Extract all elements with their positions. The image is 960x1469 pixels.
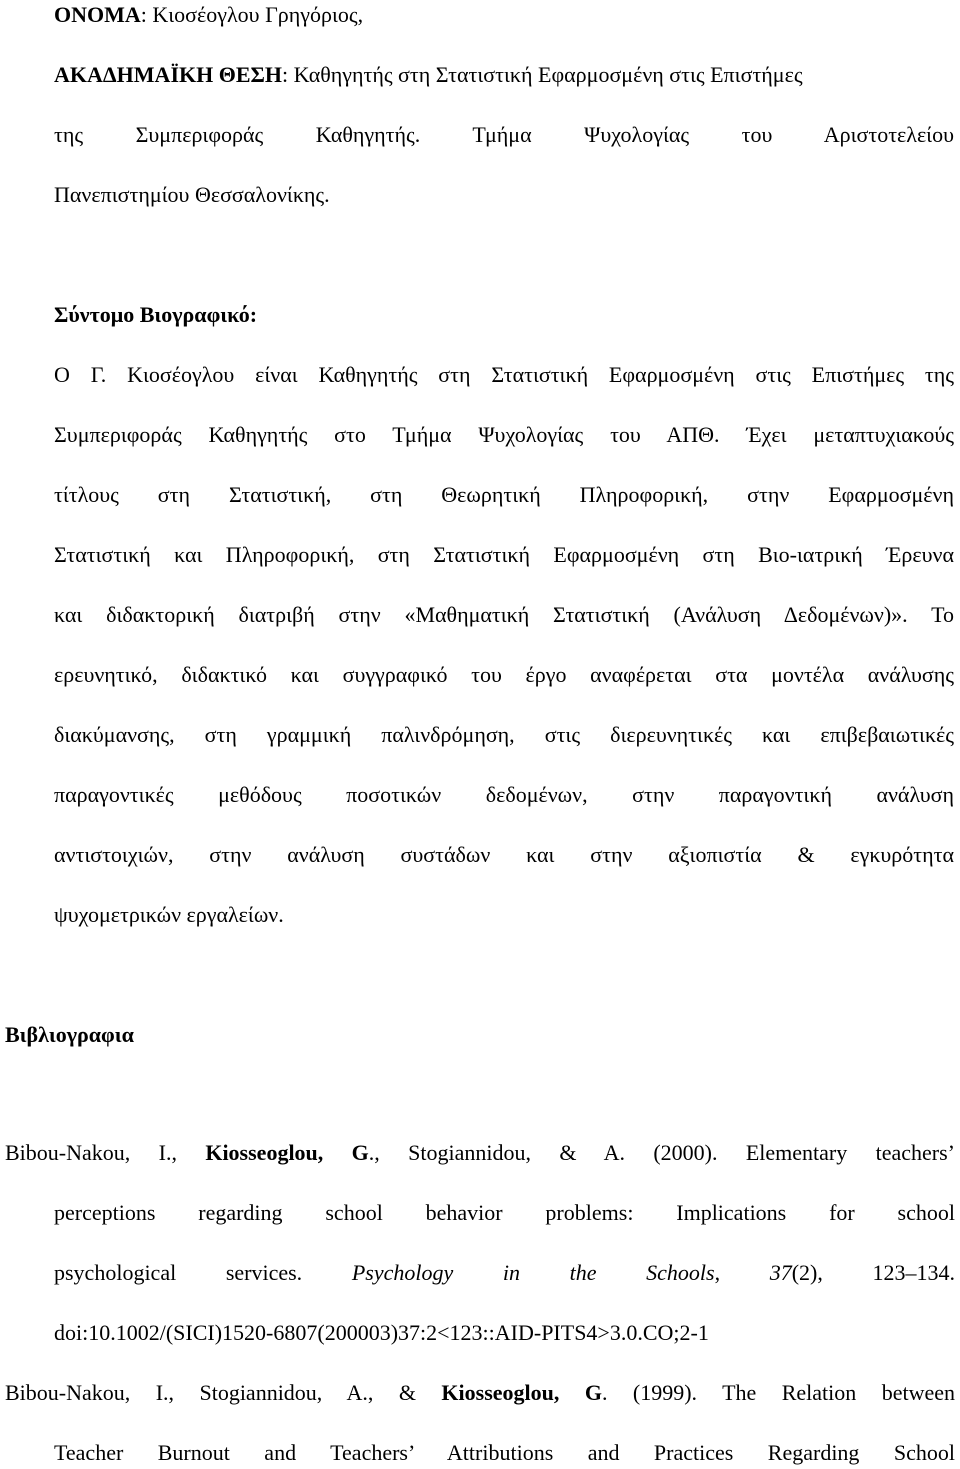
position-line-3: Πανεπιστημίου Θεσσαλονίκης. (54, 182, 330, 207)
ref-volume: 37 (769, 1260, 792, 1285)
position-line-2: της Συμπεριφοράς Καθηγητής. Τμήμα Ψυχολογίας του Αριστοτελείου (54, 122, 954, 147)
bio-heading: Σύντομο Βιογραφικό: (54, 302, 258, 327)
bio-line: Ο Γ. Κιοσέογλου είναι Καθηγητής στη Στατιστική Εφαρμοσμένη στις Επιστήμες της (54, 362, 954, 387)
ref-authors: Bibou-Nakou, I., Stogiannidou, A., & (5, 1380, 442, 1405)
bibliography-heading: Βιβλιογραφια (5, 1022, 134, 1047)
ref-authors-rest: . (1999). The Relation between (601, 1380, 955, 1405)
position-value: : Καθηγητής στη Στατιστική Εφαρμοσμένη στις Επιστήμες (282, 62, 803, 87)
ref-authors: Bibou-Nakou, I., (5, 1140, 206, 1165)
bio-line: τίτλους στη Στατιστική, στη Θεωρητική Πληροφορική, στην Εφαρμοσμένη (54, 482, 954, 507)
bio-line: ερευνητικό, διδακτικό και συγγραφικό του έργο αναφέρεται στα μοντέλα ανάλυσης (54, 662, 954, 687)
reference-1-line-2: perceptions regarding school behavior problems: Implications for school (54, 1200, 955, 1225)
ref-authors-rest: ., Stogiannidou, & A. (2000). Elementary teachers’ (368, 1140, 955, 1165)
ref-author-highlight: Kiosseoglou, G (205, 1140, 369, 1165)
name-line (54, 0, 363, 30)
bio-line: διακύμανσης, στη γραμμική παλινδρόμηση, στις διερευνητικές και επιβεβαιωτικές (54, 722, 954, 747)
bio-line: Συμπεριφοράς Καθηγητής στο Τμήμα Ψυχολογίας του ΑΠΘ. Έχει μεταπτυχιακούς (54, 422, 954, 447)
ref-author-highlight: Kiosseoglou, G (441, 1380, 602, 1405)
reference-1-line-3 (54, 1258, 955, 1288)
name-value: : Κιοσέογλου Γρηγόριος, (140, 2, 364, 27)
name-label: ΟΝΟΜΑ (54, 2, 141, 27)
ref-text-sep: , (714, 1260, 770, 1285)
reference-1-doi: doi:10.1002/(SICI)1520-6807(200003)37:2<123::AID-PITS4>3.0.CO;2-1 (54, 1320, 709, 1345)
bio-line: ψυχομετρικών εργαλείων. (54, 902, 284, 927)
ref-journal: Psychology in the Schools (351, 1260, 715, 1285)
position-line (54, 60, 803, 90)
bio-line: Στατιστική και Πληροφορική, στη Στατιστική Εφαρμοσμένη στη Βιο-ιατρική Έρευνα (54, 542, 954, 567)
position-label: ΑΚΑΔΗΜΑΪΚΗ ΘΕΣΗ (54, 62, 283, 87)
reference-2-line-1 (5, 1378, 955, 1408)
ref-text: psychological services. (54, 1260, 352, 1285)
bio-line: και διδακτορική διατριβή στην «Μαθηματική Στατιστική (Ανάλυση Δεδομένων)». Το (54, 602, 954, 627)
ref-pages: (2), 123–134. (791, 1260, 956, 1285)
reference-2-line-2: Teacher Burnout and Teachers’ Attributions and Practices Regarding School (54, 1440, 955, 1465)
reference-1-line-1 (5, 1138, 955, 1168)
bio-line: αντιστοιχιών, στην ανάλυση συστάδων και στην αξιοπιστία & εγκυρότητα (54, 842, 954, 867)
bio-line: παραγοντικές μεθόδους ποσοτικών δεδομένων, στην παραγοντική ανάλυση (54, 782, 954, 807)
